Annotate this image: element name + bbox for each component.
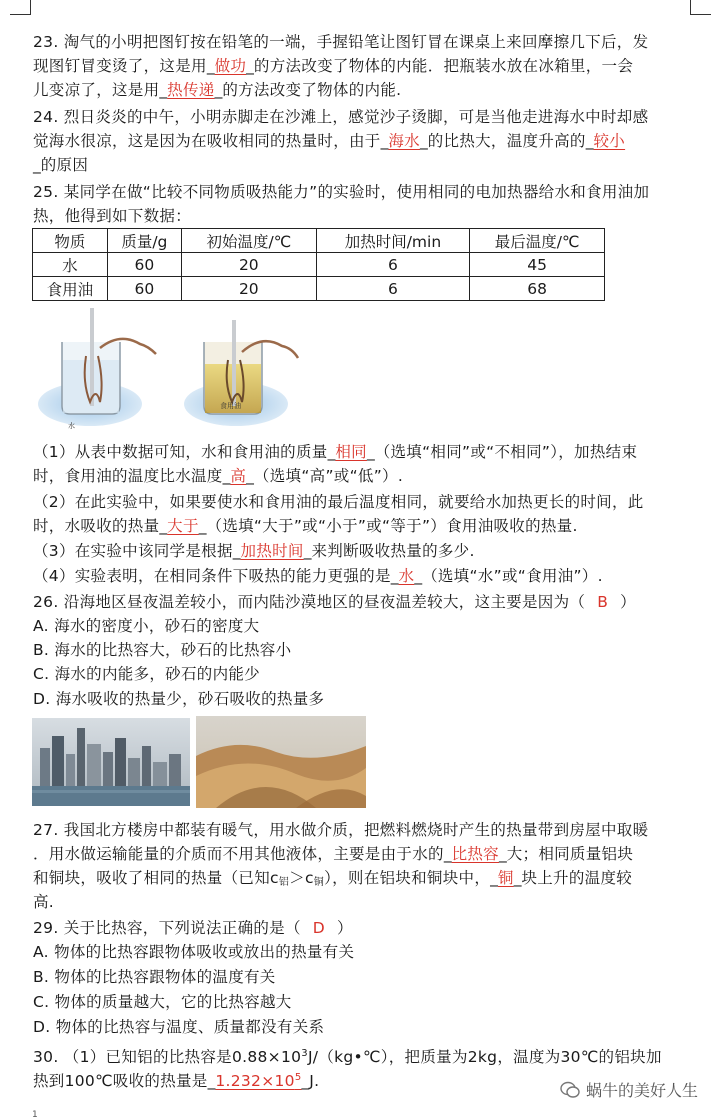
table-cell: 68	[470, 277, 605, 301]
q26-option-c: C. 海水的内能多，砂石的内能少	[33, 665, 260, 683]
crop-mark-right-h	[690, 14, 711, 15]
q30-line-1	[33, 1042, 662, 1069]
q27-text: ＞c	[289, 869, 314, 887]
q24-text: 觉海水很凉，这是因为在吸收相同的热量时，由于	[33, 132, 381, 150]
table-header: 物质	[33, 229, 108, 253]
table-cell: 6	[316, 277, 469, 301]
beakers-illustration	[30, 302, 320, 434]
q29-text: 29. 关于比热容，下列说法正确的是（	[33, 919, 301, 937]
watermark-text: 蜗牛的美好人生	[586, 1081, 699, 1100]
q25-answer-2: 高	[230, 467, 247, 485]
q29-option-a: A. 物体的比热容跟物体吸收或放出的热量有关	[33, 943, 355, 961]
q27-line-2: ．用水做运输能量的介质而不用其他液体，主要是由于水的_比热容_大；相同质量铝块	[33, 845, 634, 863]
table-header: 质量/g	[107, 229, 181, 253]
table-cell: 20	[181, 277, 316, 301]
q27-text: ．用水做运输能量的介质而不用其他液体，主要是由于水的	[33, 845, 444, 863]
q24-text: 的原因	[40, 156, 89, 174]
crop-mark-left	[30, 0, 31, 14]
q26-option-a: A. 海水的密度小，砂石的密度大	[33, 617, 260, 635]
q29-option-b: B. 物体的比热容跟物体的温度有关	[33, 968, 276, 986]
table-header: 初始温度/℃	[181, 229, 316, 253]
q30-answer-base: 1.232×10	[215, 1072, 295, 1090]
table-cell: 60	[107, 253, 181, 277]
table-row	[33, 277, 605, 301]
q30-text: 热到100℃吸收的热量是	[33, 1072, 208, 1090]
q26-text: 26. 沿海地区昼夜温差较小，而内陆沙漠地区的昼夜温差较大，这主要是因为（	[33, 593, 586, 611]
table-header: 加热时间/min	[316, 229, 469, 253]
q23-line-2: 现图钉冒变烫了，这是用_做功_的方法改变了物体的内能．把瓶装水放在冰箱里，一会	[33, 57, 634, 75]
q24-line-2: 觉海水很凉，这是因为在吸收相同的热量时，由于_海水_的比热大，温度升高的_较小	[33, 132, 626, 150]
table-header-row	[33, 229, 605, 253]
oil-label: 食用油	[220, 402, 241, 410]
q27-answer-2: 铜	[497, 869, 514, 887]
coastal-city-photo	[32, 718, 190, 806]
q24-answer-2: 较小	[593, 132, 626, 150]
wechat-icon	[560, 1081, 580, 1099]
q24-text: 的比热大，温度升高的	[427, 132, 586, 150]
oil-beaker	[184, 320, 298, 426]
q30-text: 30. （1）已知铝的比热容是0.88×10	[33, 1048, 302, 1066]
q25-answer-4: 加热时间	[240, 542, 304, 560]
q27-subscript: 铜	[313, 877, 325, 888]
watermark	[560, 1078, 698, 1101]
table-cell: 20	[181, 253, 316, 277]
crop-mark-left-h	[10, 14, 31, 15]
q23-answer-1: 做功	[214, 57, 247, 75]
q29-option-c: C. 物体的质量越大，它的比热容越大	[33, 993, 292, 1011]
q25-part3: （3）在实验中该同学是根据_加热时间_来判断吸收热量的多少.	[33, 542, 475, 560]
q27-text: 块上升的温度较	[521, 869, 633, 887]
water-beaker	[38, 308, 156, 430]
table-header: 最后温度/℃	[470, 229, 605, 253]
q25-answer-5: 水	[398, 567, 415, 585]
q29-text: ）	[337, 919, 353, 937]
water-label: 水	[68, 422, 75, 430]
table-cell: 6	[316, 253, 469, 277]
q27-subscript: 铝	[278, 877, 290, 888]
q23-text: 的方法改变了物体的内能．把瓶装水放在冰箱里，一会	[253, 57, 634, 75]
q26-text: ）	[620, 593, 636, 611]
q25-text: （选填“相同”或“不相同”），加热结束	[374, 443, 638, 461]
q23-text: 现图钉冒变烫了，这是用	[33, 57, 207, 75]
q25-text: （选填“高”或“低”）.	[253, 467, 404, 485]
q25-text: 来判断吸收热量的多少.	[311, 542, 475, 560]
q25-text: （1）从表中数据可知，水和食用油的质量	[33, 443, 328, 461]
q25-answer-3: 大于	[167, 517, 199, 535]
q24-answer-1: 海水	[388, 132, 420, 150]
q30-answer-exponent: 5	[294, 1072, 302, 1083]
q25-part1-line-2: 时，食用油的温度比水温度_高_（选填“高”或“低”）.	[33, 467, 404, 485]
q25-line-1: 25. 某同学在做“比较不同物质吸热能力”的实验时，使用相同的电加热器给水和食用油加	[33, 183, 650, 201]
q25-line-2: 热，他得到如下数据：	[33, 207, 192, 225]
q27-answer-1: 比热容	[451, 845, 499, 863]
q25-part1-line-1: （1）从表中数据可知，水和食用油的质量_相同_（选填“相同”或“不相同”），加热结束	[33, 443, 638, 461]
q24-line-1: 24. 烈日炎炎的中午，小明赤脚走在沙滩上，感觉沙子烫脚，可是当他走进海水中时却感	[33, 108, 649, 126]
q24-line-3: _的原因	[33, 156, 89, 174]
q25-answer-1: 相同	[335, 443, 367, 461]
desert-photo	[196, 716, 366, 808]
q25-text: 时，水吸收的热量	[33, 517, 160, 535]
q25-part2-line-2: 时，水吸收的热量_大于_（选填“大于”或“小于”或“等于”）食用油吸收的热量.	[33, 517, 578, 535]
q26-stem	[33, 590, 636, 614]
q23-line-1: 23. 淘气的小明把图钉按在铅笔的一端，手握铅笔让图钉冒在课桌上来回摩擦几下后，发	[33, 33, 649, 51]
q27-text: 大；相同质量铝块	[506, 845, 634, 863]
q26-option-d: D. 海水吸收的热量少，砂石吸收的热量多	[33, 690, 325, 708]
q26-answer: B	[597, 593, 609, 611]
q27-line-3: 和铜块，吸收了相同的热量（已知$c_铝>c_铜$），则在铝块和铜块中，_铜_块上升的温度较	[33, 869, 633, 888]
q25-text: （4）实验表明，在相同条件下吸热的能力更强的是	[33, 567, 391, 585]
q30-text: J/（kg•℃），把质量为2kg，温度为30℃的铝块加	[307, 1048, 662, 1066]
q29-option-d: D. 物体的比热容与温度、质量都没有关系	[33, 1018, 325, 1036]
table-cell: 水	[33, 253, 108, 277]
q25-part2-line-1: （2）在此实验中，如果要使水和食用油的最后温度相同，就要给水加热更长的时间，此	[33, 493, 644, 511]
q23-text: 儿变凉了，这是用	[33, 81, 160, 99]
q26-option-b: B. 海水的比热容大，砂石的比热容小	[33, 641, 292, 659]
q25-text: （3）在实验中该同学是根据	[33, 542, 233, 560]
q25-part4: （4）实验表明，在相同条件下吸热的能力更强的是_水_（选填“水”或“食用油”）.	[33, 567, 603, 585]
table-cell: 食用油	[33, 277, 108, 301]
q23-answer-2: 热传递	[167, 81, 215, 99]
q27-text: 和铜块，吸收了相同的热量（已知c	[33, 869, 279, 887]
q25-text: 时，食用油的温度比水温度	[33, 467, 223, 485]
q27-text: ），则在铝块和铜块中，	[324, 869, 491, 887]
q27-line-1: 27. 我国北方楼房中都装有暖气，用水做介质，把燃料燃烧时产生的热量带到房屋中取暖	[33, 821, 649, 839]
q25-text: （选填“水”或“食用油”）.	[422, 567, 603, 585]
q29-stem	[33, 916, 353, 940]
page-number: 1	[32, 1110, 38, 1120]
q23-text: 的方法改变了物体的内能.	[222, 81, 402, 99]
table-cell: 60	[107, 277, 181, 301]
q25-text: （选填“大于”或“小于”或“等于”）食用油吸收的热量.	[206, 517, 578, 535]
q30-answer	[215, 1072, 301, 1090]
q30-text: J.	[309, 1072, 320, 1090]
table-row	[33, 253, 605, 277]
q30-superscript: 3	[301, 1048, 308, 1059]
q27-line-4: 高.	[33, 893, 55, 911]
table-cell: 45	[470, 253, 605, 277]
crop-mark-right	[690, 0, 691, 14]
q30-line-2: 热到100℃吸收的热量是$\_1.232\times 10^5\_J$.	[33, 1072, 320, 1090]
q29-answer: D	[312, 919, 326, 937]
q23-line-3: 儿变凉了，这是用_热传递_的方法改变了物体的内能.	[33, 81, 402, 99]
q25-data-table	[32, 228, 605, 301]
